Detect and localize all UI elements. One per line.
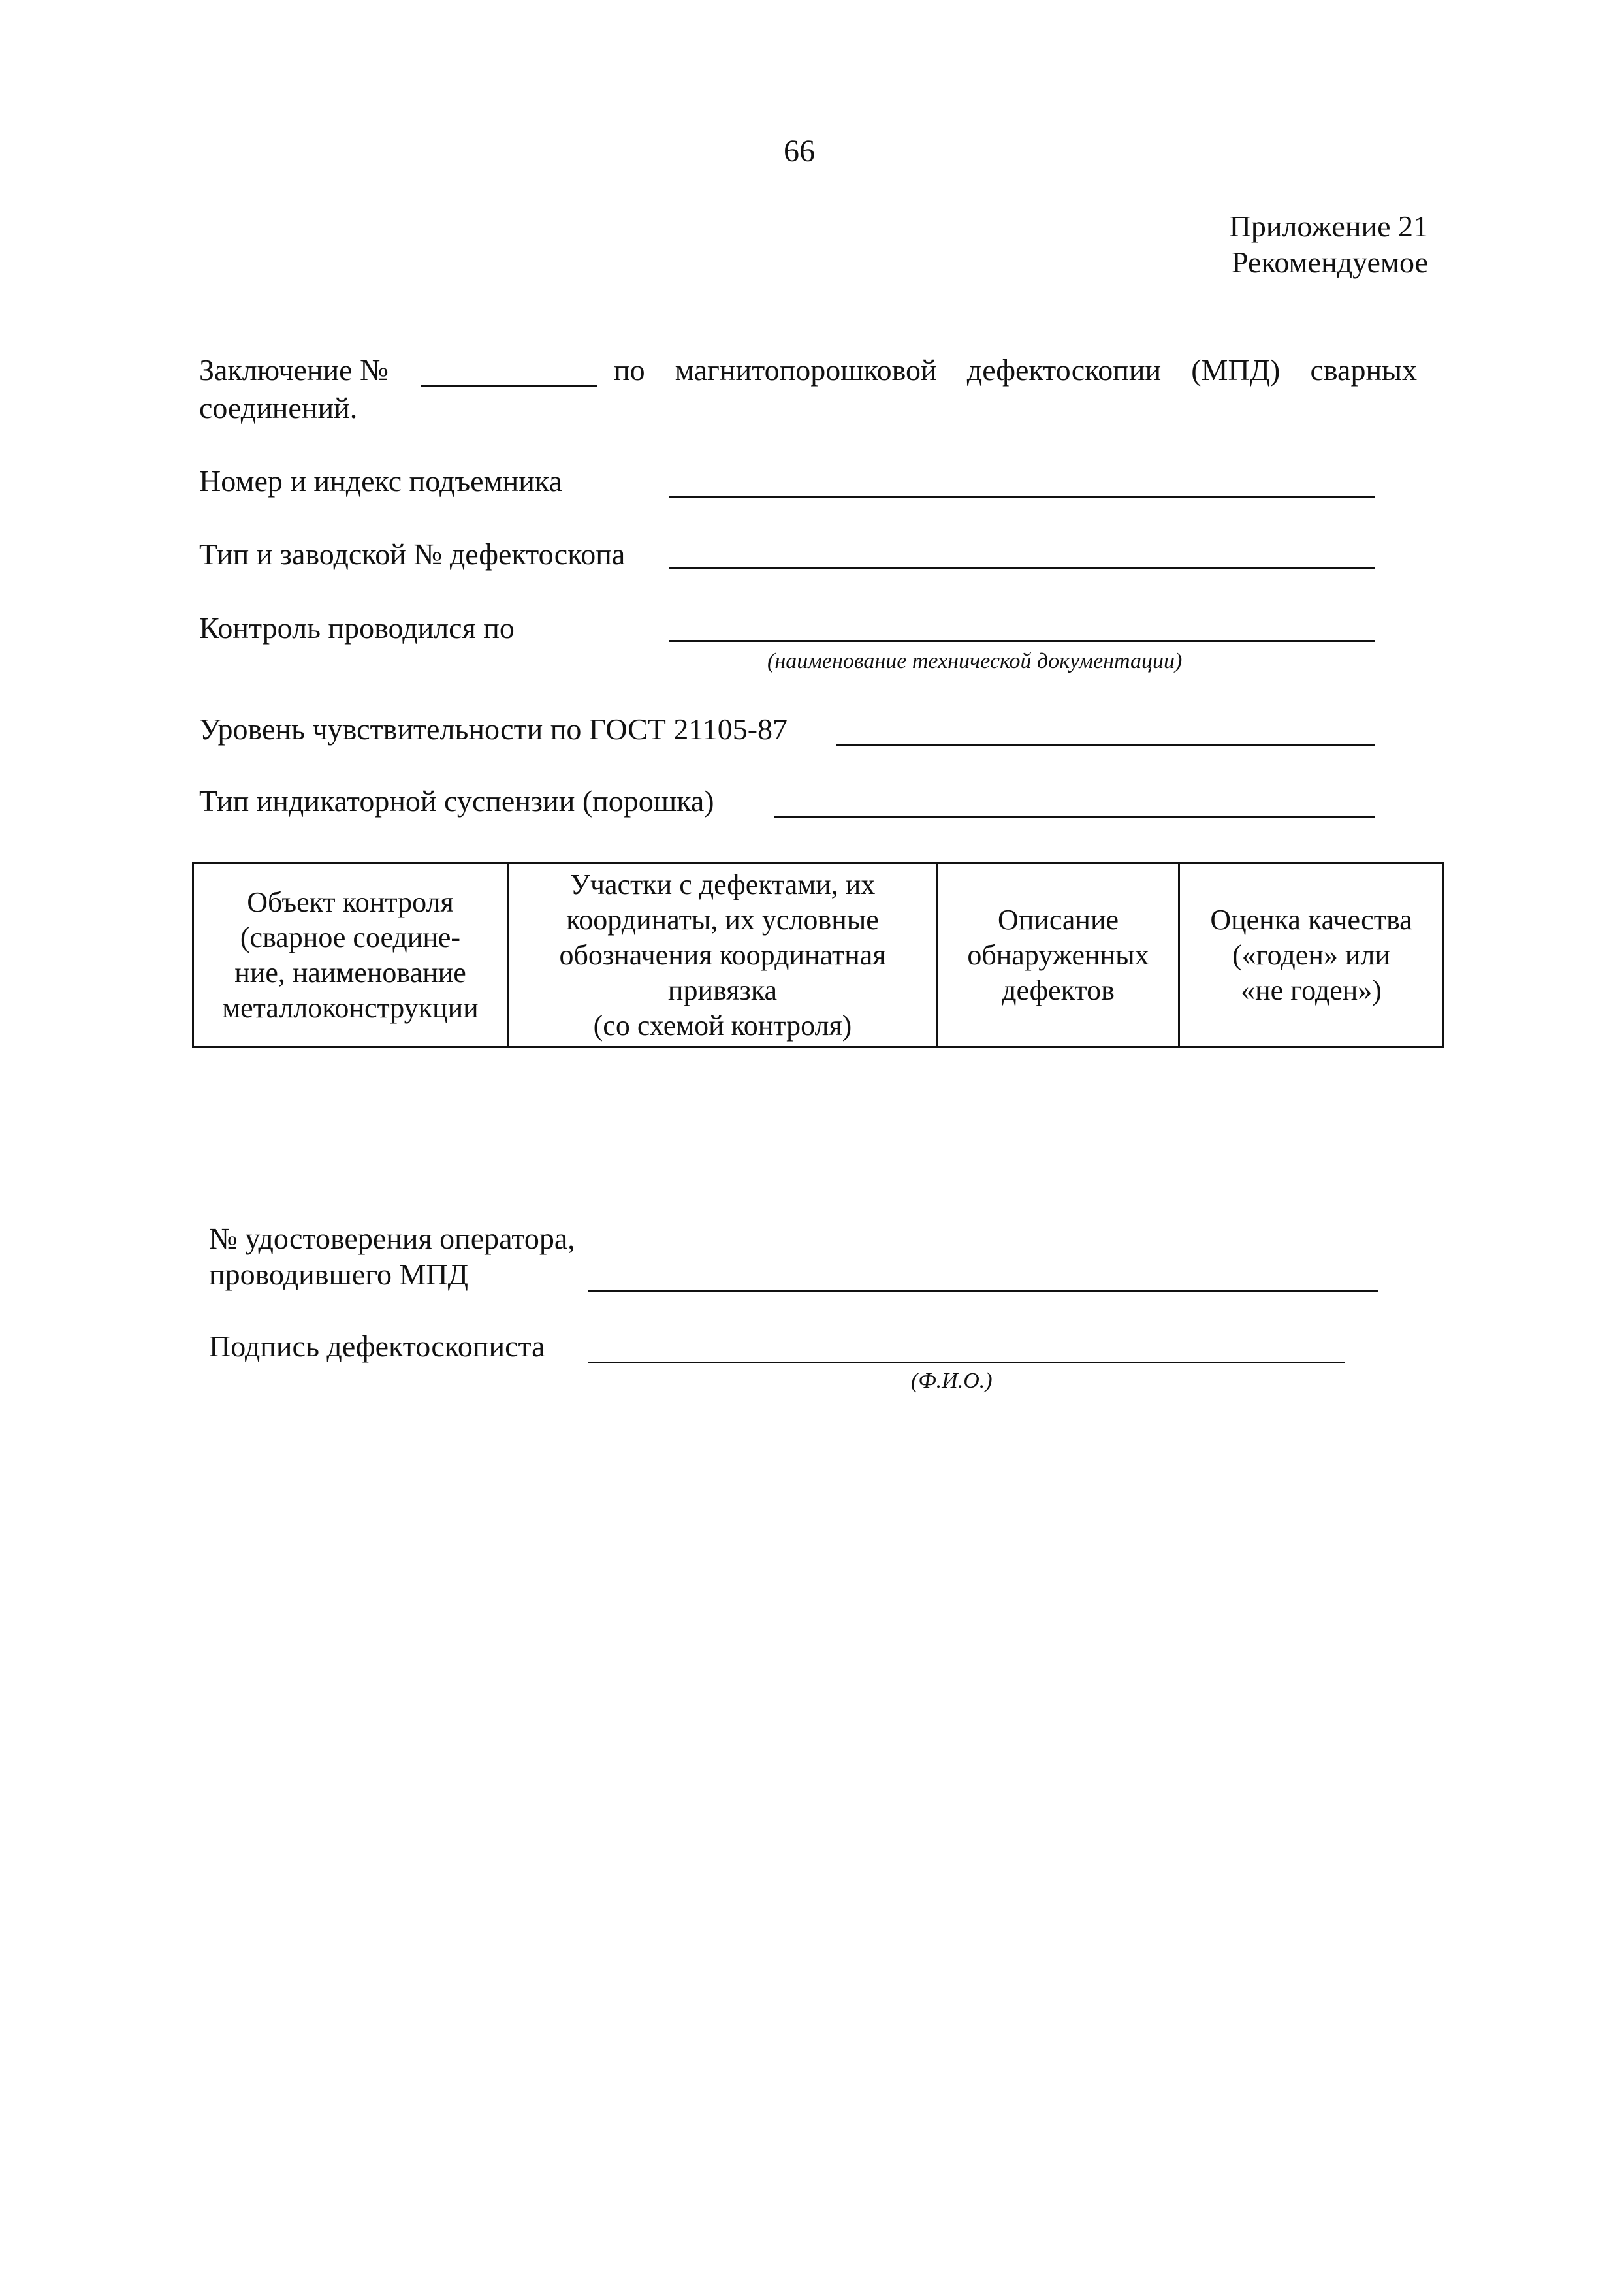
- conclusion-title-line2: соединений.: [199, 391, 358, 424]
- detector-type-label: Тип и заводской № дефектоскопа: [199, 537, 626, 571]
- control-by-caption: (наименование технической документации): [767, 649, 1183, 673]
- header-quality-assessment: Оценка качества («годен» или «не годен»): [1179, 863, 1444, 1047]
- conclusion-prefix: Заключение №: [199, 353, 389, 387]
- conclusion-number-line: [421, 385, 597, 387]
- operator-cert-line2: проводившего МПД: [209, 1258, 468, 1291]
- table-header-row: [193, 863, 1444, 1047]
- appendix-status: Рекомендуемое: [1232, 246, 1428, 279]
- signature-caption: (Ф.И.О.): [911, 1369, 993, 1393]
- operator-cert-line1: № удостоверения оператора,: [209, 1222, 575, 1255]
- page-number: 66: [784, 134, 815, 168]
- control-by-label: Контроль проводился по: [199, 611, 515, 645]
- detector-type-line: [669, 567, 1375, 569]
- sensitivity-label: Уровень чувствительности по ГОСТ 21105-87: [199, 712, 788, 746]
- conclusion-title: по магнитопорошковой дефектоскопии (МПД) сварных: [614, 353, 1417, 387]
- signature-line: [588, 1362, 1345, 1363]
- signature-label: Подпись дефектоскописта: [209, 1330, 545, 1363]
- lift-number-line: [669, 496, 1375, 498]
- sensitivity-line: [836, 744, 1375, 746]
- header-defect-areas: Участки с дефектами, их координаты, их условные обозначения координатная привязка (со схемой контроля): [508, 863, 938, 1047]
- suspension-type-line: [774, 816, 1375, 818]
- suspension-type-label: Тип индикаторной суспензии (порошка): [199, 784, 714, 818]
- header-object: Объект контроля (сварное соедине- ние, наименование металлоконструкции: [193, 863, 508, 1047]
- inspection-table: [192, 862, 1444, 1048]
- header-defect-description: Описание обнаруженных дефектов: [938, 863, 1179, 1047]
- lift-number-label: Номер и индекс подъемника: [199, 464, 562, 498]
- control-by-line: [669, 640, 1375, 642]
- operator-cert-line: [588, 1290, 1378, 1292]
- appendix-title: Приложение 21: [1229, 210, 1428, 243]
